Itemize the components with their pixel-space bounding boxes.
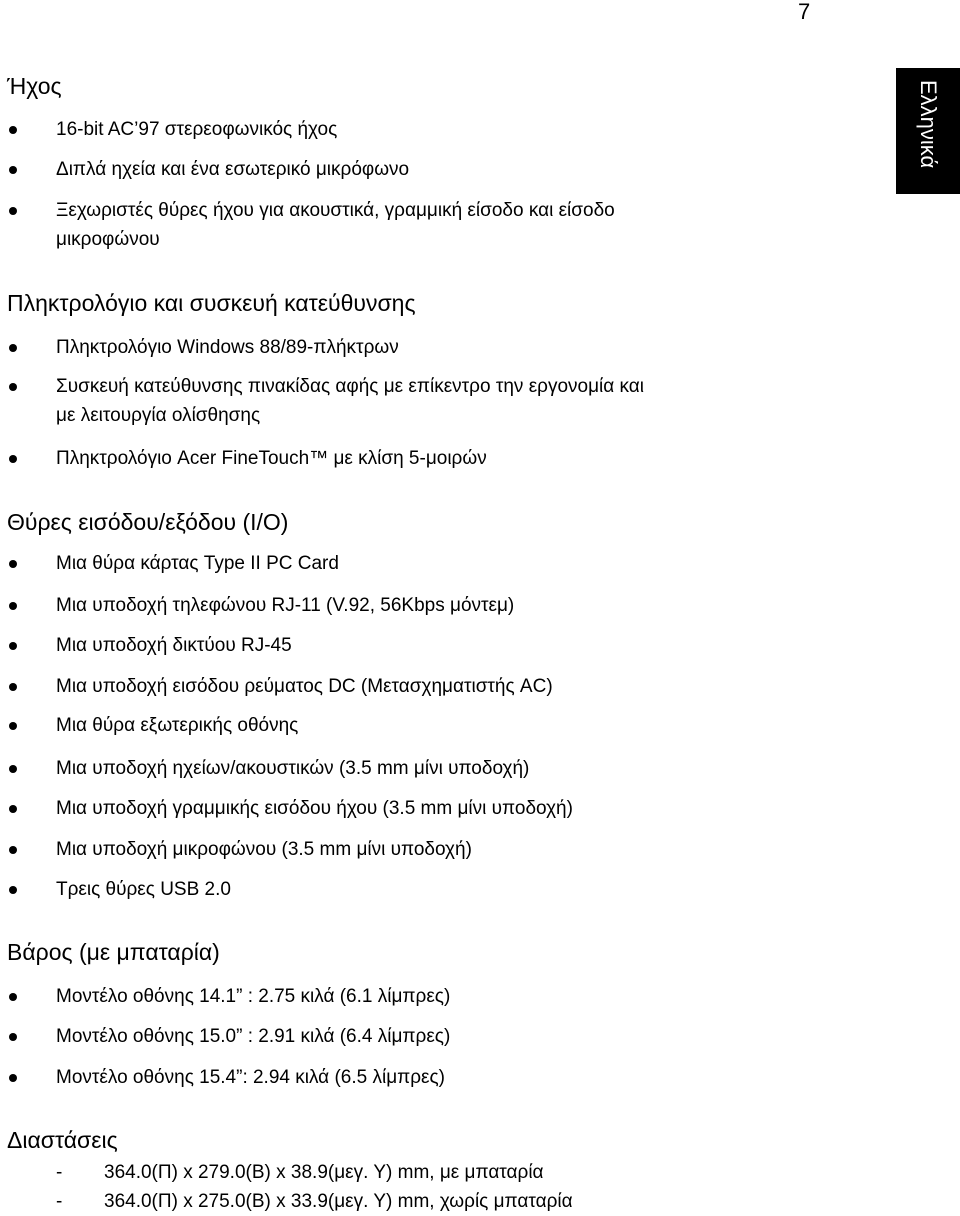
list-item-text: Πληκτρολόγιο Acer FineTouch™ με κλίση 5-μοιρών bbox=[56, 448, 487, 469]
list-item-text: Τρεις θύρες USB 2.0 bbox=[56, 879, 231, 900]
language-tab bbox=[896, 68, 960, 194]
list-item-text: Μοντέλο οθόνης 14.1” : 2.75 κιλά (6.1 λίμπρες) bbox=[56, 986, 451, 1007]
list-item-text: Μοντέλο οθόνης 15.0” : 2.91 κιλά (6.4 λίμπρες) bbox=[56, 1026, 451, 1047]
bullet-icon bbox=[9, 1074, 17, 1082]
list-item-text: μικροφώνου bbox=[56, 229, 160, 250]
bullet-icon bbox=[9, 846, 17, 854]
list-item-text: με λειτουργία ολίσθησης bbox=[56, 405, 261, 426]
list-item-text: Συσκευή κατεύθυνσης πινακίδας αφής με επίκεντρο την εργονομία και bbox=[56, 376, 645, 397]
bullet-icon bbox=[9, 1033, 17, 1041]
bullet-icon bbox=[9, 560, 17, 568]
section-title-keyboard: Πληκτρολόγιο και συσκευή κατεύθυνσης bbox=[7, 290, 416, 316]
dash-marker: - bbox=[56, 1162, 63, 1183]
bullet-icon bbox=[9, 722, 17, 730]
list-item-text: Ξεχωριστές θύρες ήχου για ακουστικά, γραμμική είσοδο και είσοδο bbox=[56, 200, 615, 221]
bullet-icon bbox=[9, 207, 17, 215]
page-number: 7 bbox=[798, 0, 811, 24]
bullet-icon bbox=[9, 993, 17, 1001]
list-item-text: Μια υποδοχή μικροφώνου (3.5 mm μίνι υποδοχή) bbox=[56, 839, 472, 860]
list-item-text: Μια υποδοχή εισόδου ρεύματος DC (Μετασχηματιστής AC) bbox=[56, 676, 553, 697]
section-title-weight: Βάρος (με μπαταρία) bbox=[7, 939, 220, 965]
list-item-text: 364.0(Π) x 279.0(Β) x 38.9(μεγ. Υ) mm, με μπαταρία bbox=[104, 1162, 544, 1183]
bullet-icon bbox=[9, 765, 17, 773]
list-item-text: Μια υποδοχή δικτύου RJ-45 bbox=[56, 635, 292, 656]
list-item-text: 364.0(Π) x 275.0(Β) x 33.9(μεγ. Υ) mm, χωρίς μπαταρία bbox=[104, 1191, 573, 1212]
list-item-text: Μια υποδοχή ηχείων/ακουστικών (3.5 mm μίνι υποδοχή) bbox=[56, 758, 530, 779]
list-item-text: Πληκτρολόγιο Windows 88/89-πλήκτρων bbox=[56, 337, 399, 358]
section-title-sound: Ήχος bbox=[7, 73, 62, 99]
bullet-icon bbox=[9, 126, 17, 134]
dash-marker: - bbox=[56, 1191, 63, 1212]
section-title-ports: Θύρες εισόδου/εξόδου (I/O) bbox=[7, 509, 289, 535]
list-item-text: Μια υποδοχή γραμμικής εισόδου ήχου (3.5 mm μίνι υποδοχή) bbox=[56, 798, 573, 819]
bullet-icon bbox=[9, 166, 17, 174]
bullet-icon bbox=[9, 455, 17, 463]
list-item-text: Μια θύρα εξωτερικής οθόνης bbox=[56, 715, 299, 736]
bullet-icon bbox=[9, 383, 17, 391]
bullet-icon bbox=[9, 602, 17, 610]
bullet-icon bbox=[9, 683, 17, 691]
section-title-dimensions: Διαστάσεις bbox=[7, 1127, 118, 1153]
bullet-icon bbox=[9, 642, 17, 650]
language-tab-label: Ελληνικά bbox=[916, 80, 941, 169]
bullet-icon bbox=[9, 805, 17, 813]
list-item-text: 16-bit AC’97 στερεοφωνικός ήχος bbox=[56, 119, 338, 140]
bullet-icon bbox=[9, 886, 17, 894]
bullet-icon bbox=[9, 344, 17, 352]
list-item-text: Μια θύρα κάρτας Type II PC Card bbox=[56, 553, 339, 574]
list-item-text: Διπλά ηχεία και ένα εσωτερικό μικρόφωνο bbox=[56, 159, 410, 180]
list-item-text: Μια υποδοχή τηλεφώνου RJ-11 (V.92, 56Kbps μόντεμ) bbox=[56, 595, 515, 616]
list-item-text: Μοντέλο οθόνης 15.4”: 2.94 κιλά (6.5 λίμπρες) bbox=[56, 1067, 446, 1088]
